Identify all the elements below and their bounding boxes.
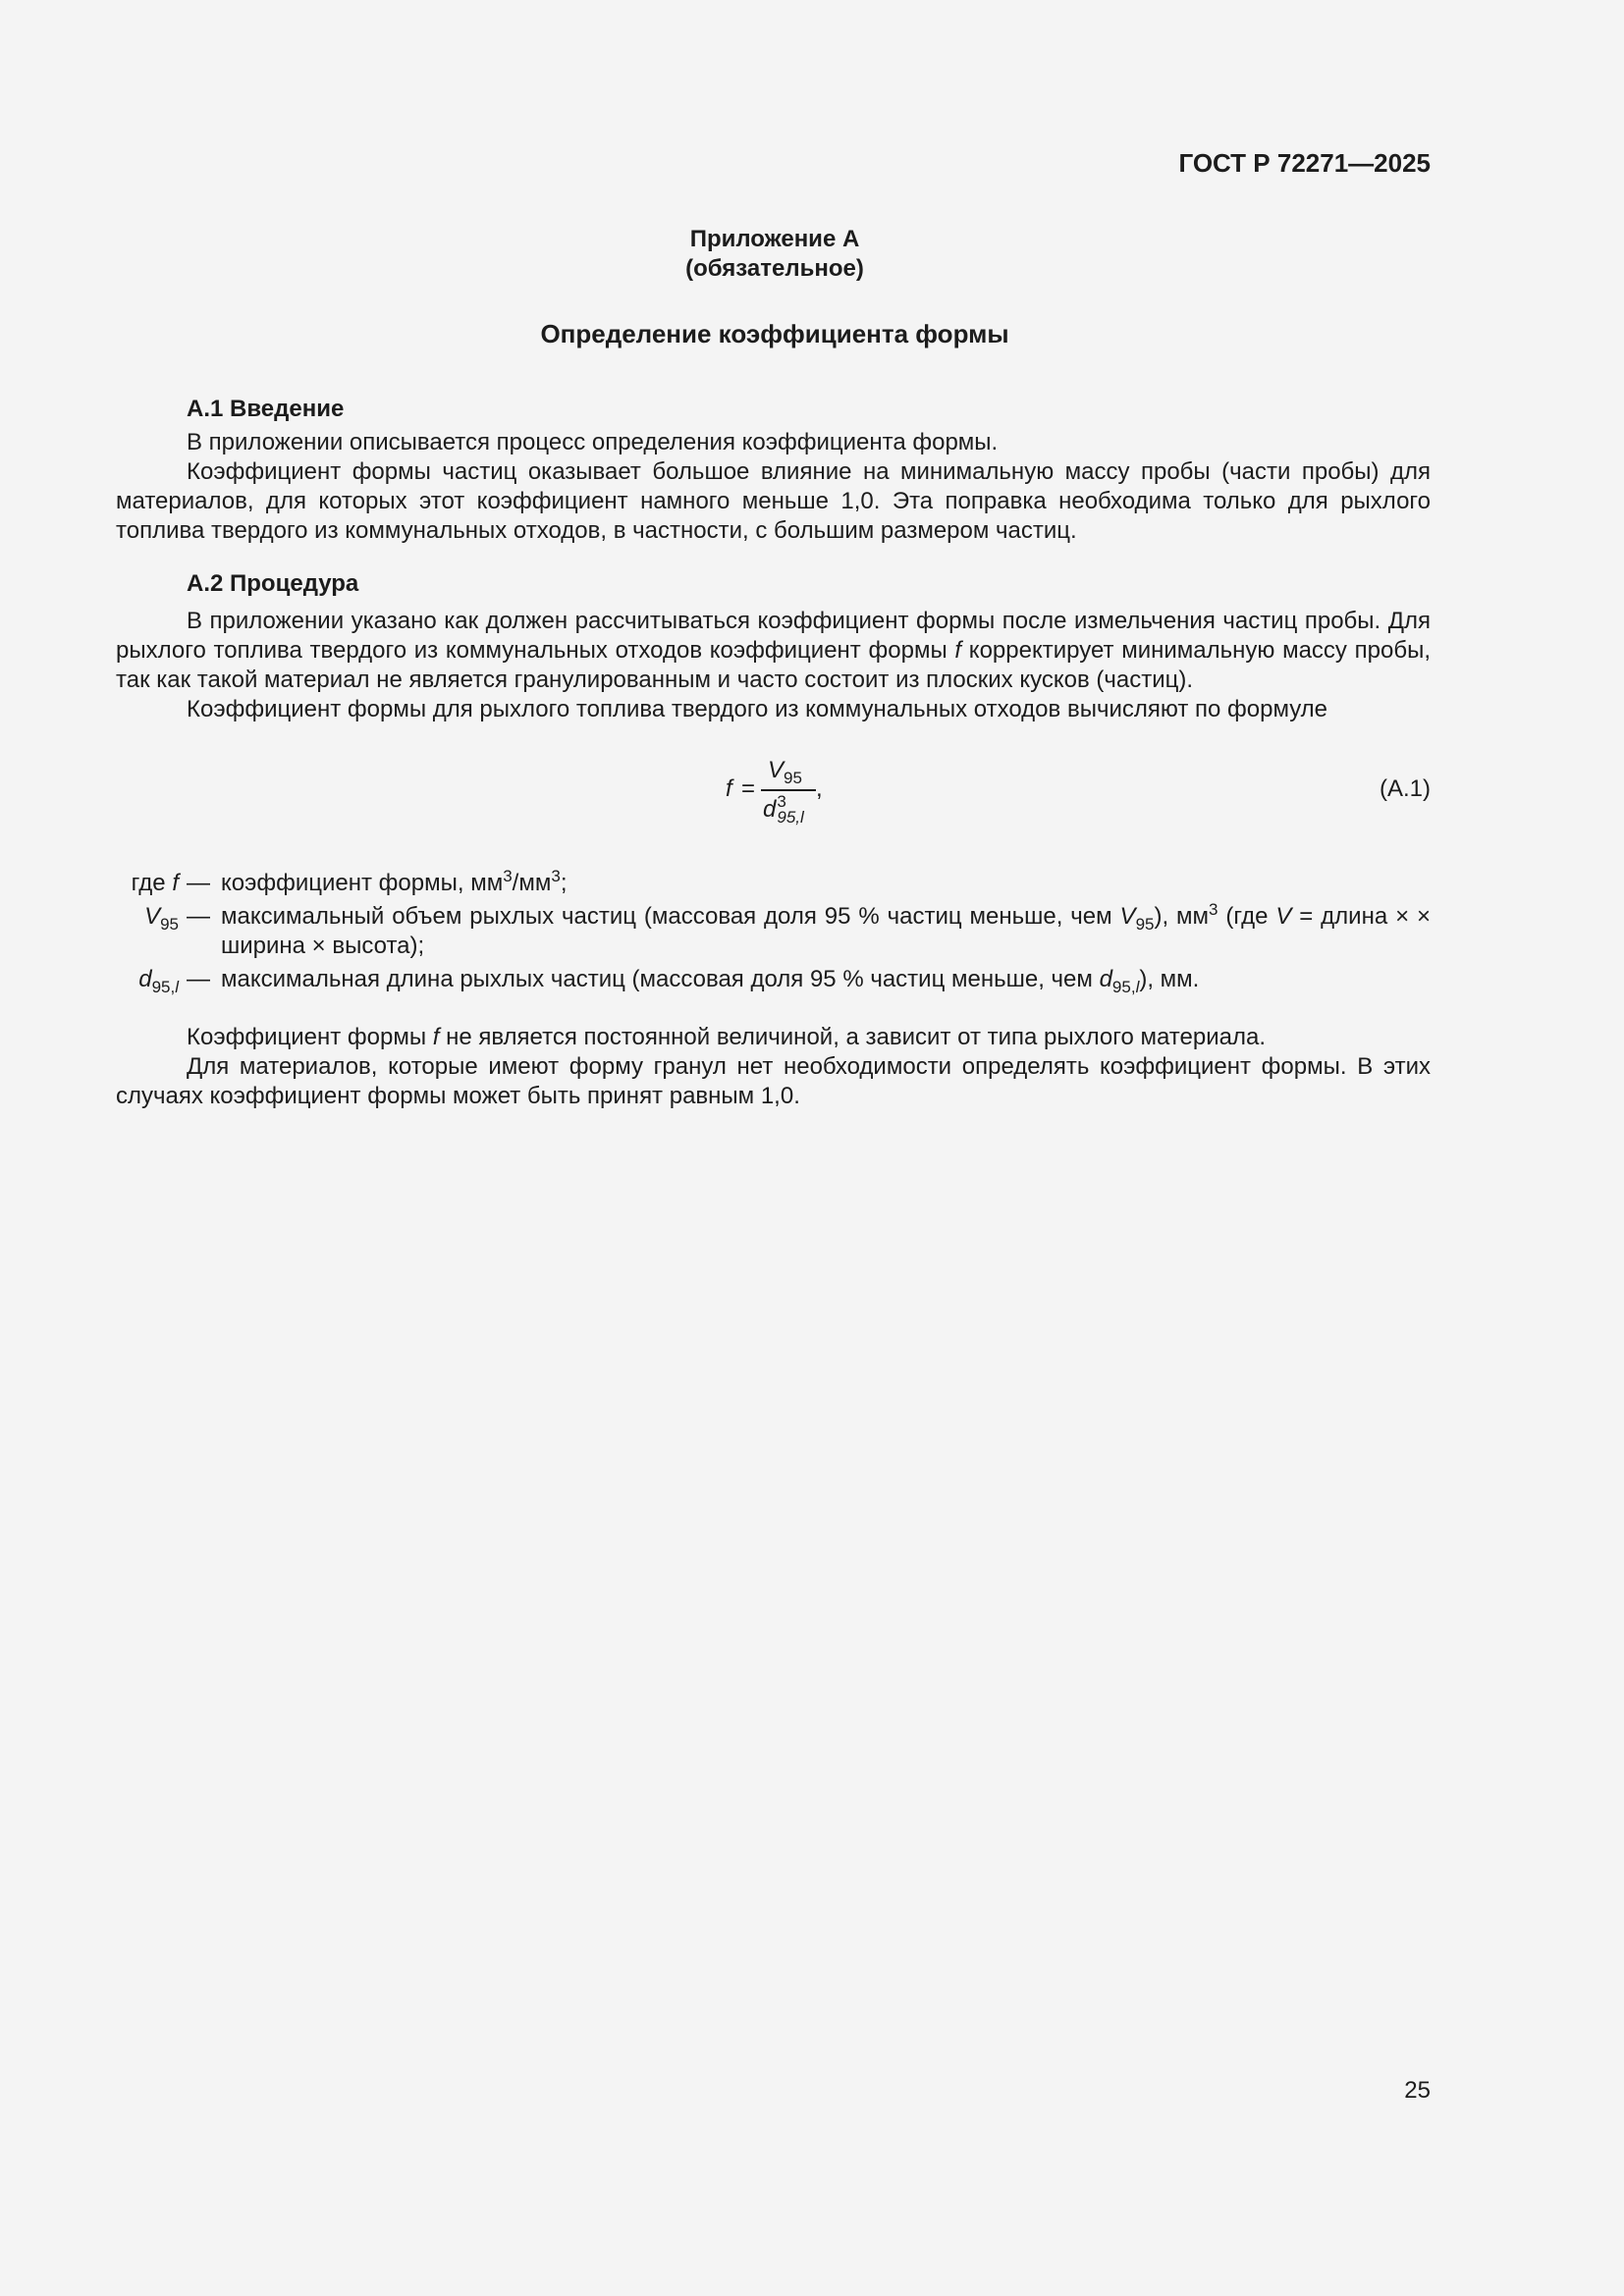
definition-description: максимальный объем рыхлых частиц (массовая доля 95 % частиц меньше, чем $V_{95}$), $мм^3$ (где V = длина × × ширина × высота);: [221, 900, 1432, 959]
formula-comma: ,: [816, 775, 823, 802]
definition-dash: —: [187, 903, 210, 930]
paragraph: В приложении описывается процесс определения коэффициента формы.: [187, 429, 999, 455]
definition-row: [116, 965, 1431, 994]
definition-row: [116, 869, 1431, 898]
closing-text: [116, 1023, 1431, 1111]
definition-row: [116, 902, 1431, 961]
section-heading: А.2 Процедура: [187, 570, 359, 597]
definition-description: максимальная длина рыхлых частиц (массовая доля 95 % частиц меньше, чем $d_{95,l}$), мм.: [221, 966, 1200, 996]
paragraph: В приложении указано как должен рассчитываться коэффициент формы после измельчения частиц пробы. Для рыхлого топлива твердого из коммунальных отходов коэффициент формы f корректирует минимальную массу пробы, так как такой материал не является гранулированным и часто состоит из плоских кусков (частиц).: [116, 608, 1432, 693]
formula-lhs: f: [726, 775, 732, 802]
formula-a1: [722, 756, 879, 830]
definition-dash: —: [187, 966, 210, 992]
appendix-status: (обязательное): [685, 255, 864, 282]
definition-symbol: $V_{95}$: [144, 903, 179, 934]
paragraph: Для материалов, которые имеют форму гранул нет необходимости определять коэффициент формы. В этих случаях коэффициент формы может быть принят равным 1,0.: [116, 1053, 1431, 1109]
page-number: 25: [1404, 2077, 1431, 2104]
formula-number: (А.1): [1379, 775, 1431, 802]
definition-dash: —: [187, 870, 210, 896]
section-a2: [116, 569, 1431, 724]
definition-description: коэффициент формы, $мм^3/мм^3$;: [221, 867, 568, 896]
formula-denominator: d 3 95,l: [763, 792, 804, 827]
paragraph: Коэффициент формы f не является постоянной величиной, а зависит от типа рыхлого материала.: [187, 1024, 1266, 1050]
fraction-bar: [761, 789, 816, 791]
formula-numerator: $V_{95}$: [768, 757, 802, 787]
formula-equals: =: [741, 775, 756, 802]
paragraph: Коэффициент формы для рыхлого топлива твердого из коммунальных отходов вычисляют по формуле: [187, 696, 1328, 722]
paragraph: Коэффициент формы частиц оказывает большое влияние на минимальную массу пробы (части пробы) для материалов, для которых этот коэффициент намного меньше 1,0. Эта поправка необходима только для рыхлого топлива твердого из коммунальных отходов, в частности, с большим размером частиц.: [116, 458, 1431, 544]
definitions-list: [116, 869, 1431, 998]
appendix-title: Определение коэффициента формы: [540, 319, 1009, 348]
definition-symbol: где f: [131, 870, 179, 896]
section-heading: А.1 Введение: [187, 396, 345, 422]
document-code: ГОСТ Р 72271—2025: [1178, 148, 1431, 178]
definition-symbol: $d_{95,l}$: [138, 966, 179, 996]
appendix-label: Приложение А: [689, 226, 860, 252]
section-a1: [116, 395, 1431, 546]
